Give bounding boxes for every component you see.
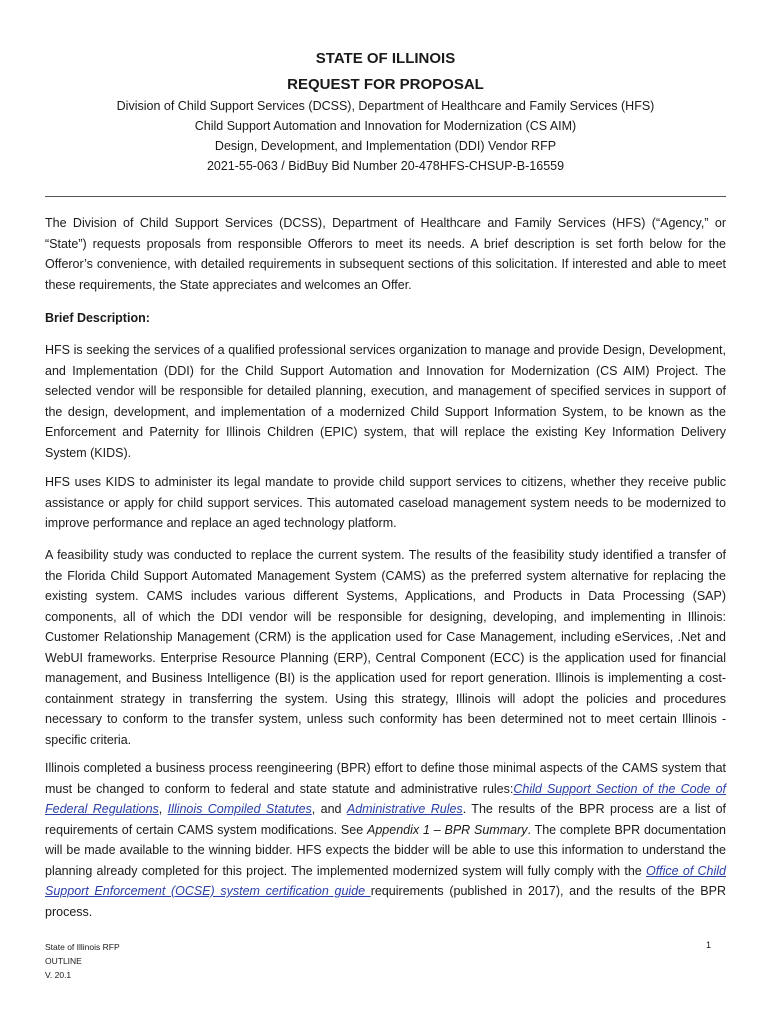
bpr-text-a: Illinois completed a business process reengineering (BPR) effort to define those minimal aspects of the CAMS system that must be changed to conform to federal and state statute and administrative rules: [45, 761, 726, 796]
header-ddi-line: Design, Development, and Implementation (DDI) Vendor RFP [214, 139, 557, 153]
paragraph-feasibility-study: A feasibility study was conducted to replace the current system. The results of the feasibility study identified a transfer of the Florida Child Support Automated Management System (CAMS) as the preferred system alternative for replacing the existing system. CAMS includes various different Systems, Applications, and Products in Data Processing (SAP) components, all of which the DDI vendor will be responsible for designing, developing, and implementing in Illinois: Customer Relationship Management (CRM) is the application used for Case Management, including eServices, .Net and WebUI frameworks. Enterprise Resource Planning (ERP), Central Component (ECC) is the application used for financial management, and Business Intelligence (BI) is the application used for report generation. Illinois is implementing a cost-containment strategy in transferring the system. Using this strategy, Illinois will adopt the policies and procedures necessary to conform to the transfer system, unless such conformity has been determined not to meet certain Illinois -specific criteria. [45, 548, 726, 747]
bpr-text-f: requirements (published in 2017), and the results of the BPR process. [45, 884, 726, 919]
appendix-reference: Appendix 1 – BPR Summary [367, 822, 528, 837]
header-project-line: Child Support Automation and Innovation for Modernization (CS AIM) [194, 119, 577, 133]
document-title-rfp: REQUEST FOR PROPOSAL [287, 76, 484, 93]
bpr-text-d: . The results of the BPR process are a list of requirements of certain CAMS system modifications. See [45, 802, 726, 837]
page-footer [45, 940, 120, 982]
header-bid-number-line: 2021-55-063 / BidBuy Bid Number 20-478HFS-CHSUP-B-16559 [206, 159, 565, 173]
paragraph-hfs-seeking: HFS is seeking the services of a qualified professional services organization to manage and provide Design, Development, and Implementation (DDI) for the Child Support Automation and Innovation for Modernization (CS AIM) Project. The selected vendor will be responsible for detailed planning, execution, and management of specified services in support of the design, development, and implementation of a modernized Child Support Information System, to be known as the Enforcement and Paternity for Illinois Children (EPIC) system, that will replace the existing Key Information Delivery System (KIDS). [45, 343, 726, 460]
footer-rfp-label: State of Illinois RFP [45, 942, 120, 952]
header-divider [45, 196, 726, 197]
link-illinois-compiled-statutes[interactable]: Illinois Compiled Statutes [167, 802, 312, 816]
brief-description-heading: Brief Description: [45, 311, 150, 325]
intro-paragraph: The Division of Child Support Services (DCSS), Department of Healthcare and Family Services (HFS) (“Agency,” or “State”) requests proposals from responsible Offerors to meet its needs. A brief description is set forth below for the Offeror’s convenience, with detailed requirements in subsequent sections of this solicitation. If interested and able to meet these requirements, the State appreciates and welcomes an Offer. [45, 216, 726, 292]
footer-version-label: V. 20.1 [45, 970, 72, 980]
link-ocse-certification-guide[interactable]: Office of Child Support Enforcement (OCSE) system certification guide [45, 863, 727, 898]
link-code-of-federal-regulations[interactable]: Child Support Section of the Code of Federal Regulations [45, 781, 727, 816]
document-title-state: STATE OF ILLINOIS [315, 50, 456, 67]
paragraph-bpr-effort [45, 758, 726, 922]
bpr-text-c: , and [311, 802, 347, 816]
paragraph-kids-usage: HFS uses KIDS to administer its legal mandate to provide child support services to citizens, whether they receive public assistance or apply for child support services. This automated caseload management system needs to be modernized to improve performance and replace an aged technology platform. [45, 475, 726, 530]
header-division-line: Division of Child Support Services (DCSS), Department of Healthcare and Family Services (HFS) [116, 99, 655, 113]
page-number: 1 [706, 940, 712, 950]
bpr-text-b: , [158, 802, 168, 816]
bpr-text-e: . The complete BPR documentation will be made available to the winning bidder. HFS expects the bidder will be able to use this information to understand the planning already completed for this project. The implemented modernized system will fully comply with the [45, 822, 726, 878]
footer-outline-label: OUTLINE [45, 956, 82, 966]
link-administrative-rules[interactable]: Administrative Rules [346, 802, 463, 816]
